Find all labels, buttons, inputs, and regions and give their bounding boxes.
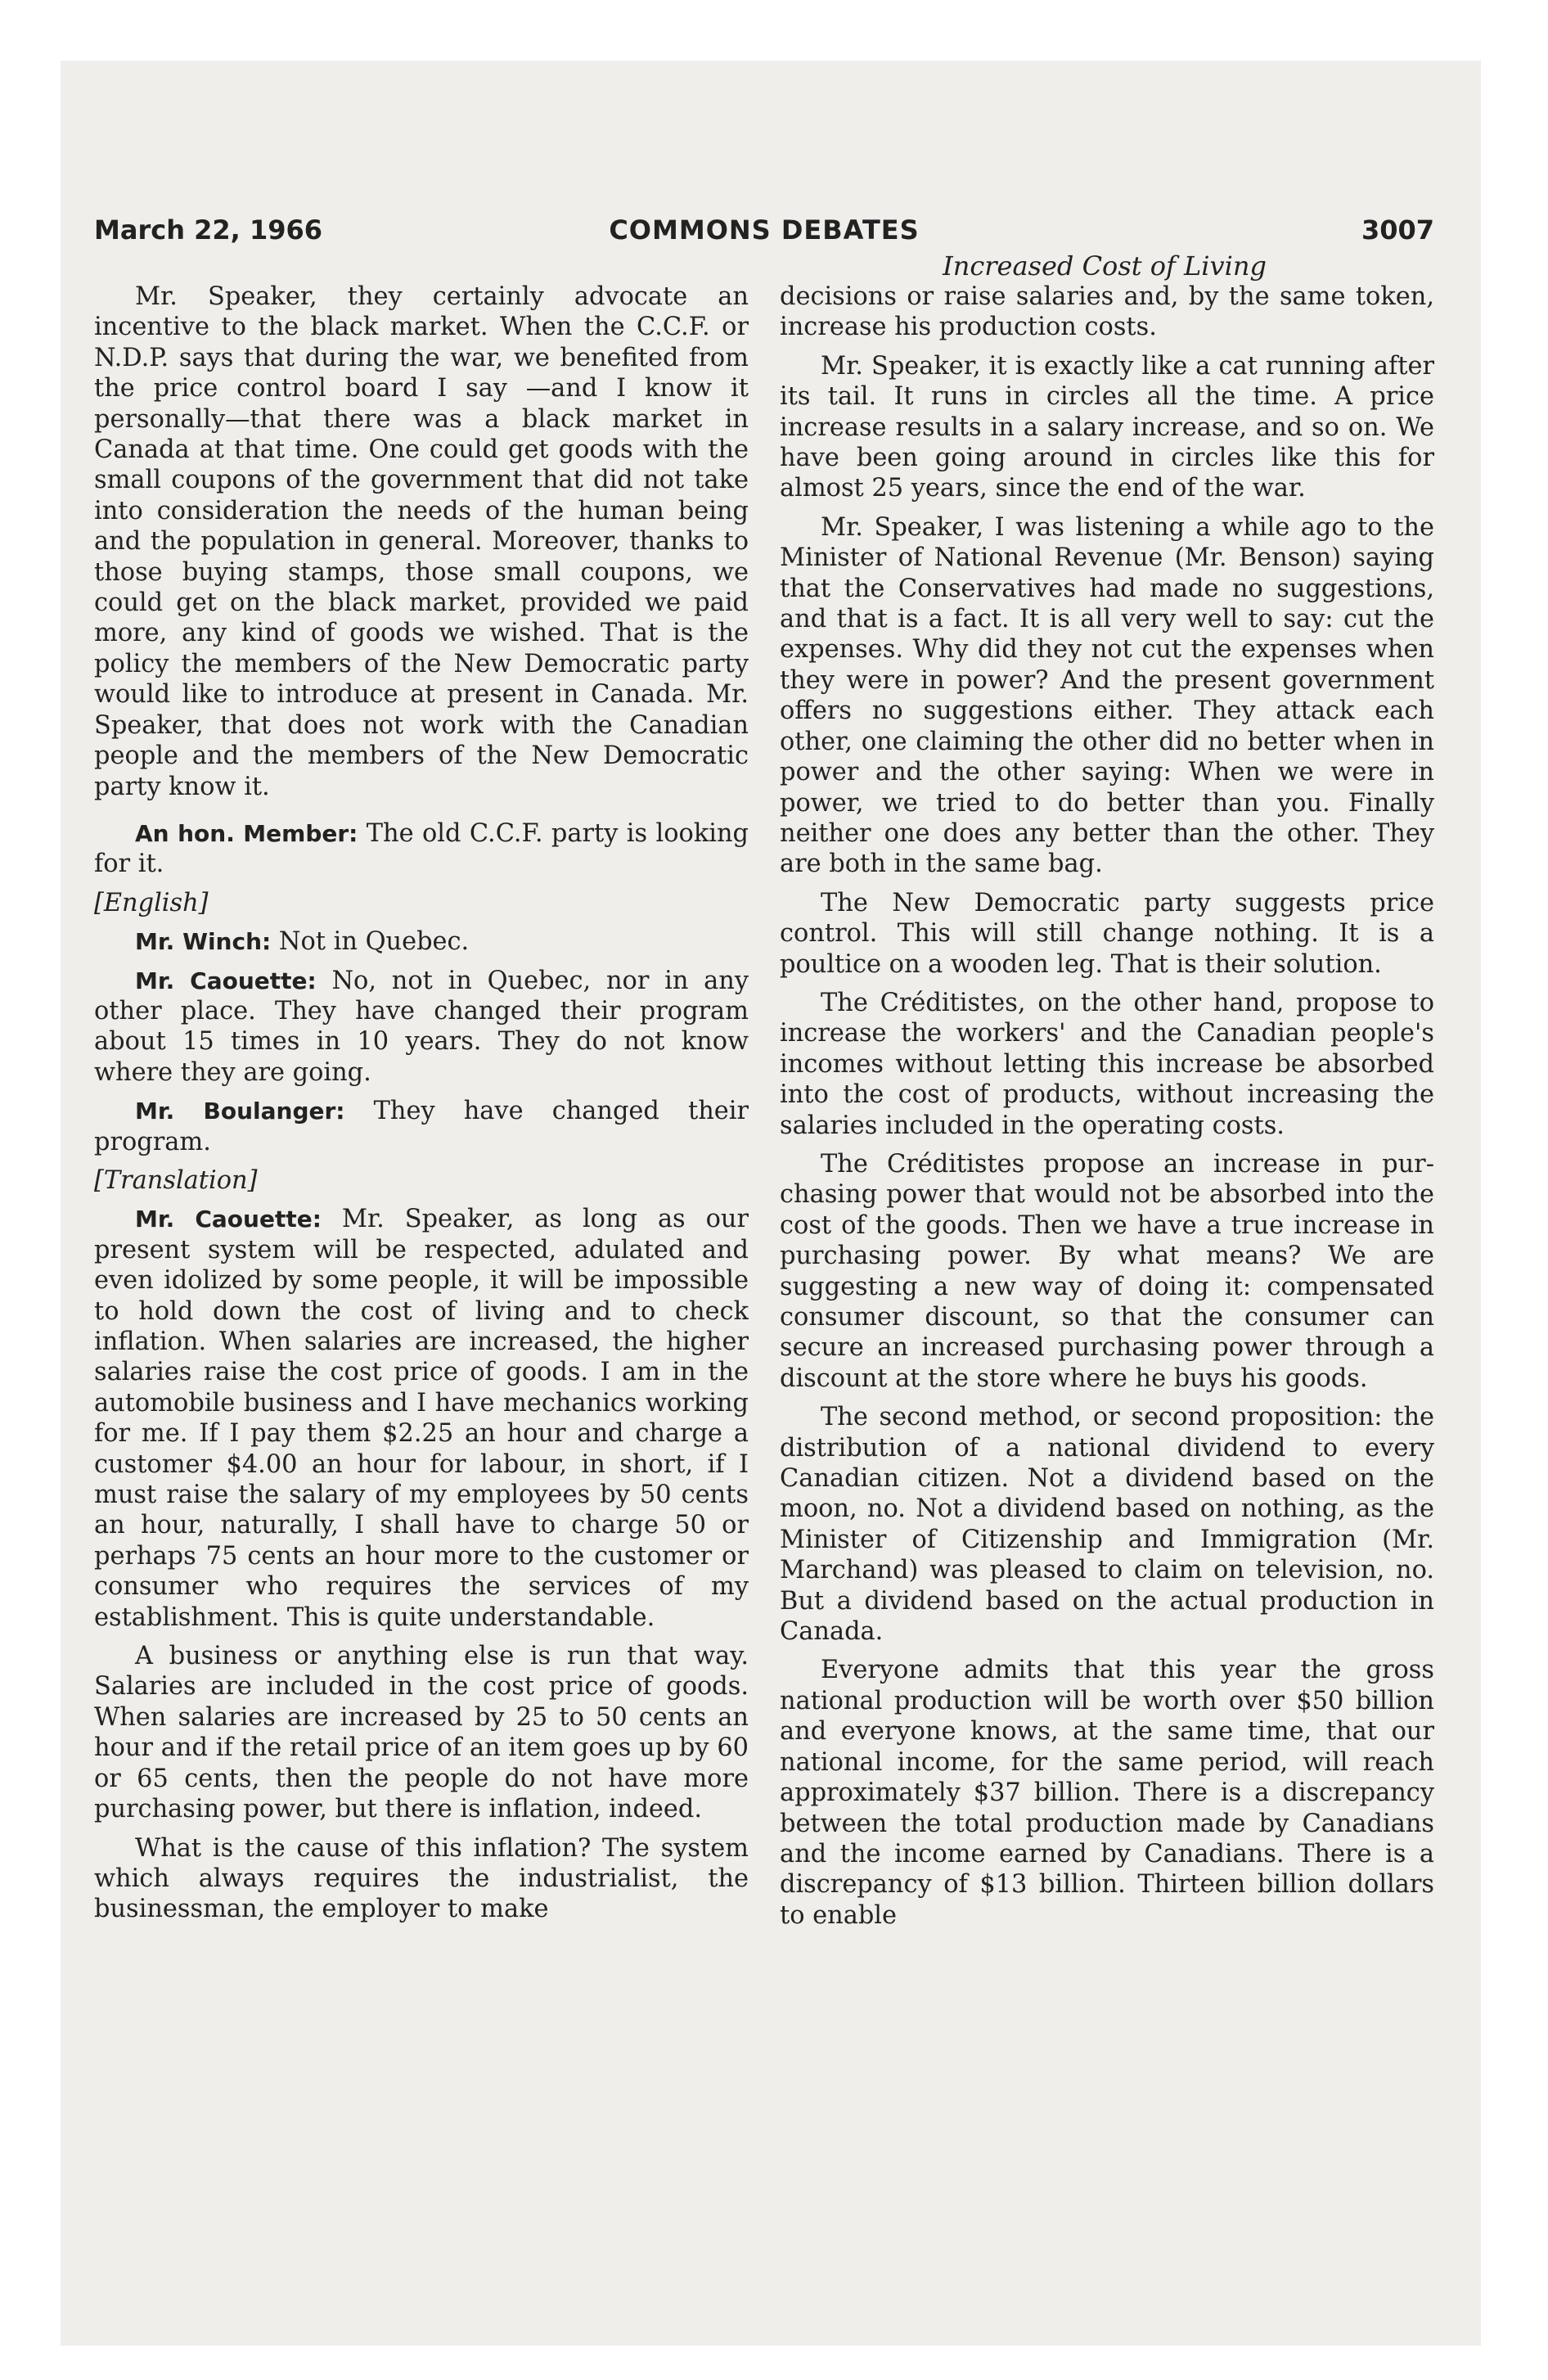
speaker-name: Mr. Boulanger: [135,1098,345,1125]
header-date: March 22, 1966 [94,214,322,246]
speech-text: Not in Quebec. [278,927,470,957]
paragraph: What is the cause of this inflation? The system which always requires the industrialist, the businessman, the employer to make [94,1833,749,1924]
header-title: COMMONS DEBATES [609,214,920,246]
language-note: [English] [94,888,209,917]
running-head: Increased Cost of Living [943,250,1267,282]
paragraph: The second method, or second proposition: the distribution of a national dividend to every Canadian citizen. Not a dividend based on the moon, no. Not a dividend based on nothing, as the Minister of Citizenship and Immigration (Mr. Marchand) was pleased to claim on television, no. But a dividend based on the actual production in Canada. [780,1403,1434,1647]
paragraph: Mr. Speaker, it is exactly like a cat running after its tail. It runs in circles all the time. A price increase results in a salary increase, and so on. We have been going around in circles like this for almost 25 years, since the end of the war. [780,351,1434,503]
speech-paragraph [94,966,749,1089]
speech-text: The old C.C.F. party is looking for it. [94,818,749,879]
paragraph: Mr. Speaker, they certainly advocate an incentive to the black market. When the C.C.F. or N.D.P. says that during the war, we benefited from the price control board I say —and I know it personally—that there was a black market in Canada at that time. One could get goods with the small coupons of the government that did not take into consideration the needs of the human being and the population in general. Moreover, thanks to those buying stamps, those small coupons, we could get on the black market, provided we paid more, any kind of goods we wished. That is the policy the members of the New Democratic party would like to introduce at present in Canada. Mr. Speaker, that does not work with the Canadian people and the members of the New Democratic party know it. [94,282,749,801]
paragraph: The Créditistes, on the other hand, propose to increase the workers' and the Canadian people's incomes without letting this increase be absorbed into the cost of products, without increasing the salaries included in the operating costs. [780,988,1434,1140]
paragraph: A business or anything else is run that way. Salaries are included in the cost price of goods. When salaries are increased by 25 to 50 cents an hour and if the retail price of an item goes up by 60 or 65 cents, then the people do not have more purchasing power, but there is inflation, indeed. [94,1642,749,1824]
speech-text: No, not in Quebec, nor in any other place. They have changed their program about 15 times in 10 years. They do not know where they are going. [94,966,749,1087]
paragraph: decisions or raise salaries and, by the same token, increase his production costs. [780,282,1434,342]
page-header [94,214,1434,250]
speech-text: Mr. Speaker, as long as our present system will be respected, adulated and even idolized by some people, it will be impossible to hold down the cost of living and to check inflation. When salaries are increased, the higher salaries raise the cost price of goods. I am in the automobile business and I have mechanics working for me. If I pay them $2.25 an hour and charge a customer $4.00 an hour for labour, in short, if I must raise the salary of my employees by 50 cents an hour, naturally, I shall have to charge 50 or perhaps 75 cents an hour more to the customer or consumer who requires the services of my establishment. This is quite understandable. [94,1205,749,1632]
paragraph: Mr. Speaker, I was listening a while ago to the Minister of National Revenue (Mr. Benson) saying that the Conservatives had made no suggestions, and that is a fact. It is all very well to say: cut the expenses. Why did they not cut the expenses when they were in power? And the present government offers no suggestions either. They attack each other, one claiming the other did no better when in power and the other saying: When we were in power, we tried to do better than you. Finally neither one does any better than the other. They are both in the same bag. [780,512,1434,879]
speaker-name: Mr. Winch: [135,928,272,956]
paragraph: The Créditistes propose an increase in purchasing power that would not be absorbed into the cost of the goods. Then we have a true increase in purchasing power. By what means? We are suggesting a new way of doing it: compensated consumer discount, so that the consumer can secure an increased purchasing power through a discount at the store where he buys his goods. [780,1149,1434,1393]
speech-text: They have changed their program. [94,1097,749,1156]
speaker-name: Mr. Caouette: [135,967,317,994]
speech-paragraph [94,1096,749,1157]
right-column [780,282,1434,2262]
speech-paragraph [94,1204,749,1633]
speaker-name: Mr. Caouette: [135,1206,322,1233]
language-note: [Translation] [94,1165,258,1195]
page-number: 3007 [1361,214,1434,246]
speech-paragraph [94,818,749,880]
paragraph: The New Democratic party suggests price control. This will still change nothing. It is a poultice on a wooden leg. That is their solution. [780,888,1434,979]
speaker-name: An hon. Member: [135,819,358,847]
speech-paragraph [94,926,749,957]
left-column [94,282,749,2262]
paragraph: Everyone admits that this year the gross national production will be worth over $50 billion and everyone knows, at the same time, that our national income, for the same period, will reach approximately $37 billion. There is a discrepancy between the total production made by Canadians and the income earned by Canadians. There is a discrepancy of $13 billion. Thirteen billion dollars to enable [780,1656,1434,1930]
